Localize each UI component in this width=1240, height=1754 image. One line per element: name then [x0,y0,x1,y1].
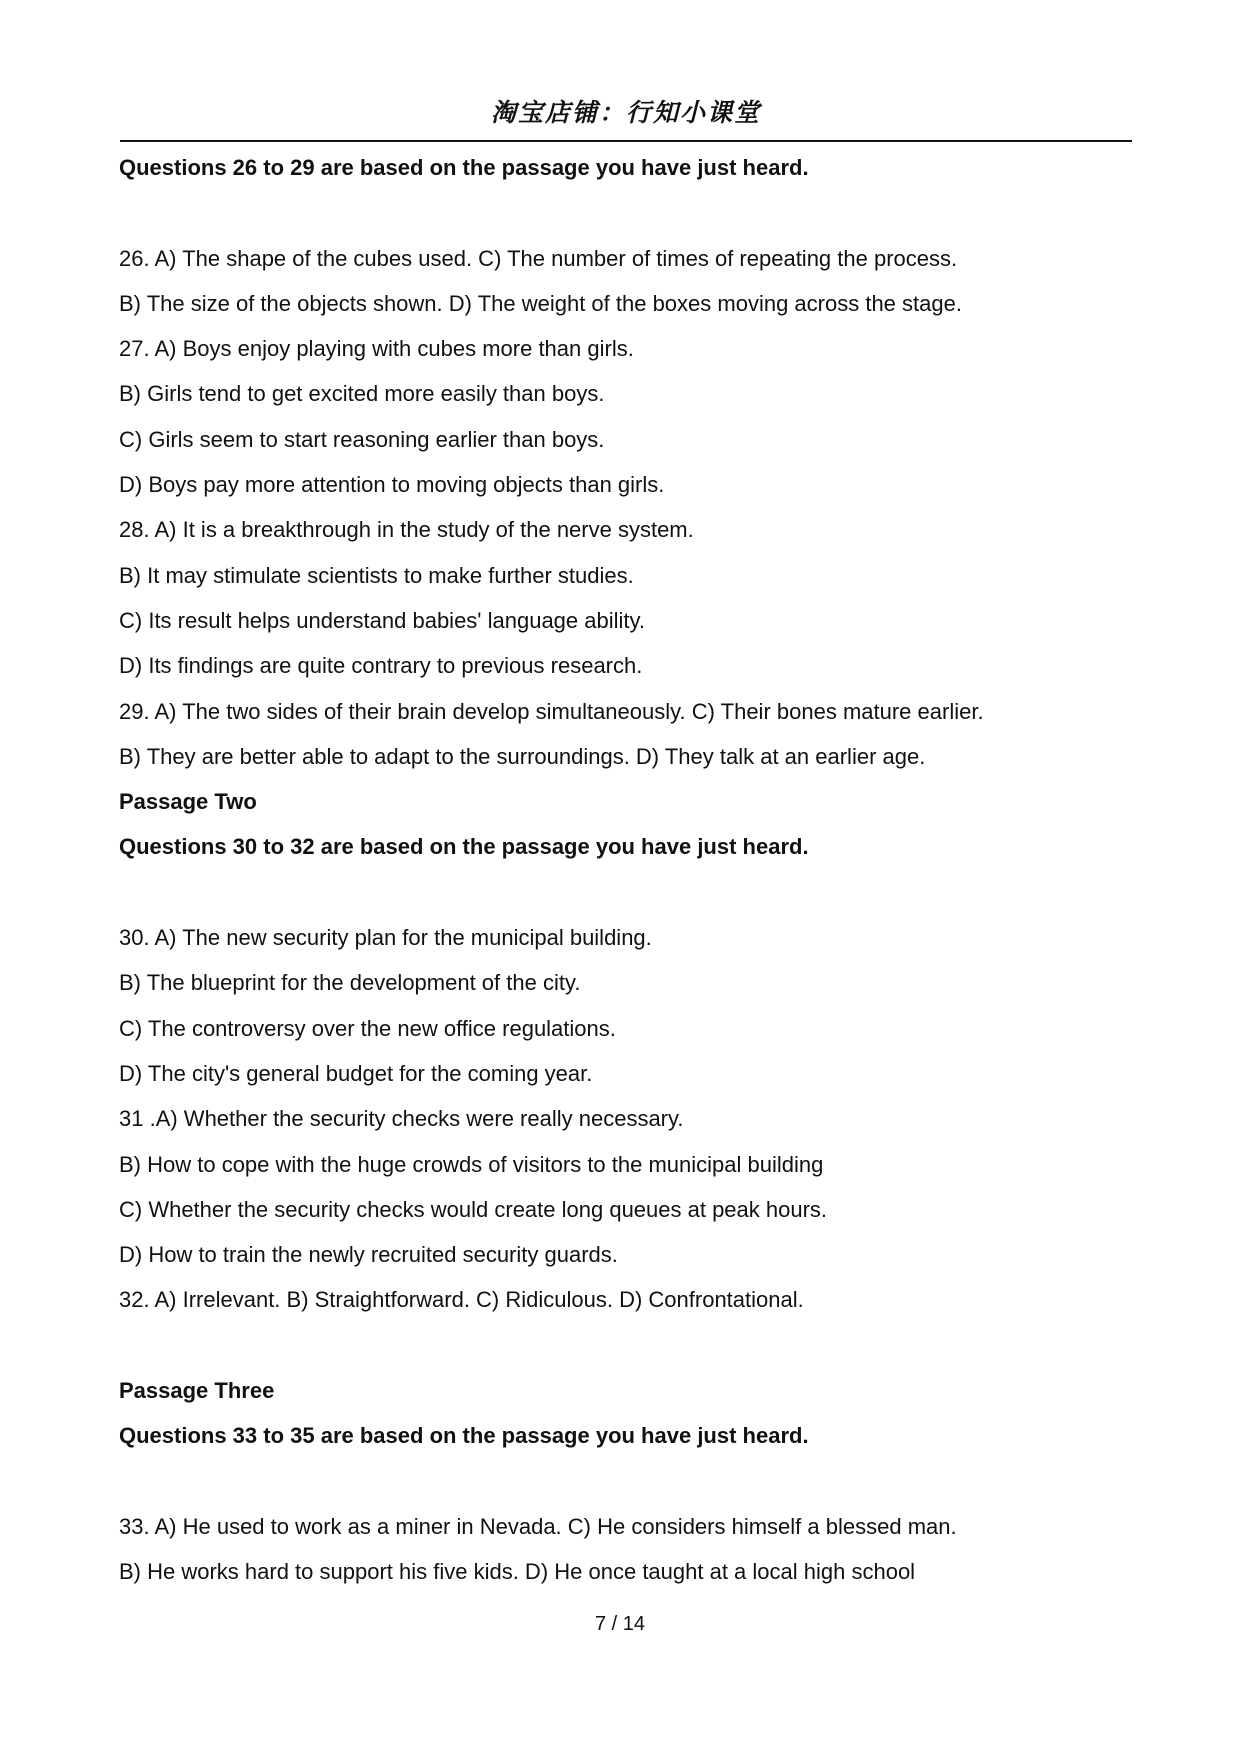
question-27-option-a: 27. A) Boys enjoy playing with cubes more than girls. [119,336,634,362]
question-28-option-d: D) Its findings are quite contrary to previous research. [119,653,643,679]
question-group-intro: Questions 33 to 35 are based on the passage you have just heard. [119,1423,809,1449]
question-27-option-c: C) Girls seem to start reasoning earlier than boys. [119,426,605,452]
page-header [120,90,1132,142]
question-27-option-b: B) Girls tend to get excited more easily than boys. [119,381,605,407]
page-number: 7 / 14 [594,1613,646,1635]
question-32-options: 32. A) Irrelevant. B) Straightforward. C) Ridiculous. D) Confrontational. [119,1287,804,1313]
question-31-option-d: D) How to train the newly recruited security guards. [119,1242,618,1268]
question-33-options-ac: 33. A) He used to work as a miner in Nevada. C) He considers himself a blessed man. [119,1513,957,1539]
question-30-option-b: B) The blueprint for the development of the city. [119,970,581,996]
header-title: 淘宝店铺：行知小课堂 [490,98,761,127]
question-28-option-c: C) Its result helps understand babies' language ability. [119,607,645,633]
question-30-option-d: D) The city's general budget for the coming year. [119,1060,593,1086]
question-26-options-bd: B) The size of the objects shown. D) The weight of the boxes moving across the stage. [119,290,962,316]
question-28-option-b: B) It may stimulate scientists to make further studies. [119,562,634,588]
question-29-options-bd: B) They are better able to adapt to the surroundings. D) They talk at an earlier age. [119,743,926,769]
question-31-option-a: 31 .A) Whether the security checks were really necessary. [119,1106,684,1132]
question-29-options-ac: 29. A) The two sides of their brain develop simultaneously. C) Their bones mature earlier. [119,698,984,724]
question-26-options-ac: 26. A) The shape of the cubes used. C) The number of times of repeating the process. [119,245,958,271]
passage-two-heading: Passage Two [119,789,257,815]
question-group-intro: Questions 30 to 32 are based on the passage you have just heard. [119,834,809,860]
question-31-option-c: C) Whether the security checks would create long queues at peak hours. [119,1196,828,1222]
question-30-option-c: C) The controversy over the new office regulations. [119,1015,616,1041]
question-31-option-b: B) How to cope with the huge crowds of visitors to the municipal building [119,1151,824,1177]
passage-three-heading: Passage Three [119,1378,275,1404]
question-30-option-a: 30. A) The new security plan for the municipal building. [119,925,652,951]
document-body [119,145,1131,1595]
question-group-intro: Questions 26 to 29 are based on the passage you have just heard. [119,155,809,180]
spacer [119,1323,1131,1368]
spacer [119,870,1131,915]
spacer [119,1459,1131,1504]
question-27-option-d: D) Boys pay more attention to moving objects than girls. [119,472,665,498]
question-28-option-a: 28. A) It is a breakthrough in the study of the nerve system. [119,517,694,543]
question-33-options-bd: B) He works hard to support his five kids. D) He once taught at a local high school [119,1559,916,1585]
spacer [119,190,1131,235]
